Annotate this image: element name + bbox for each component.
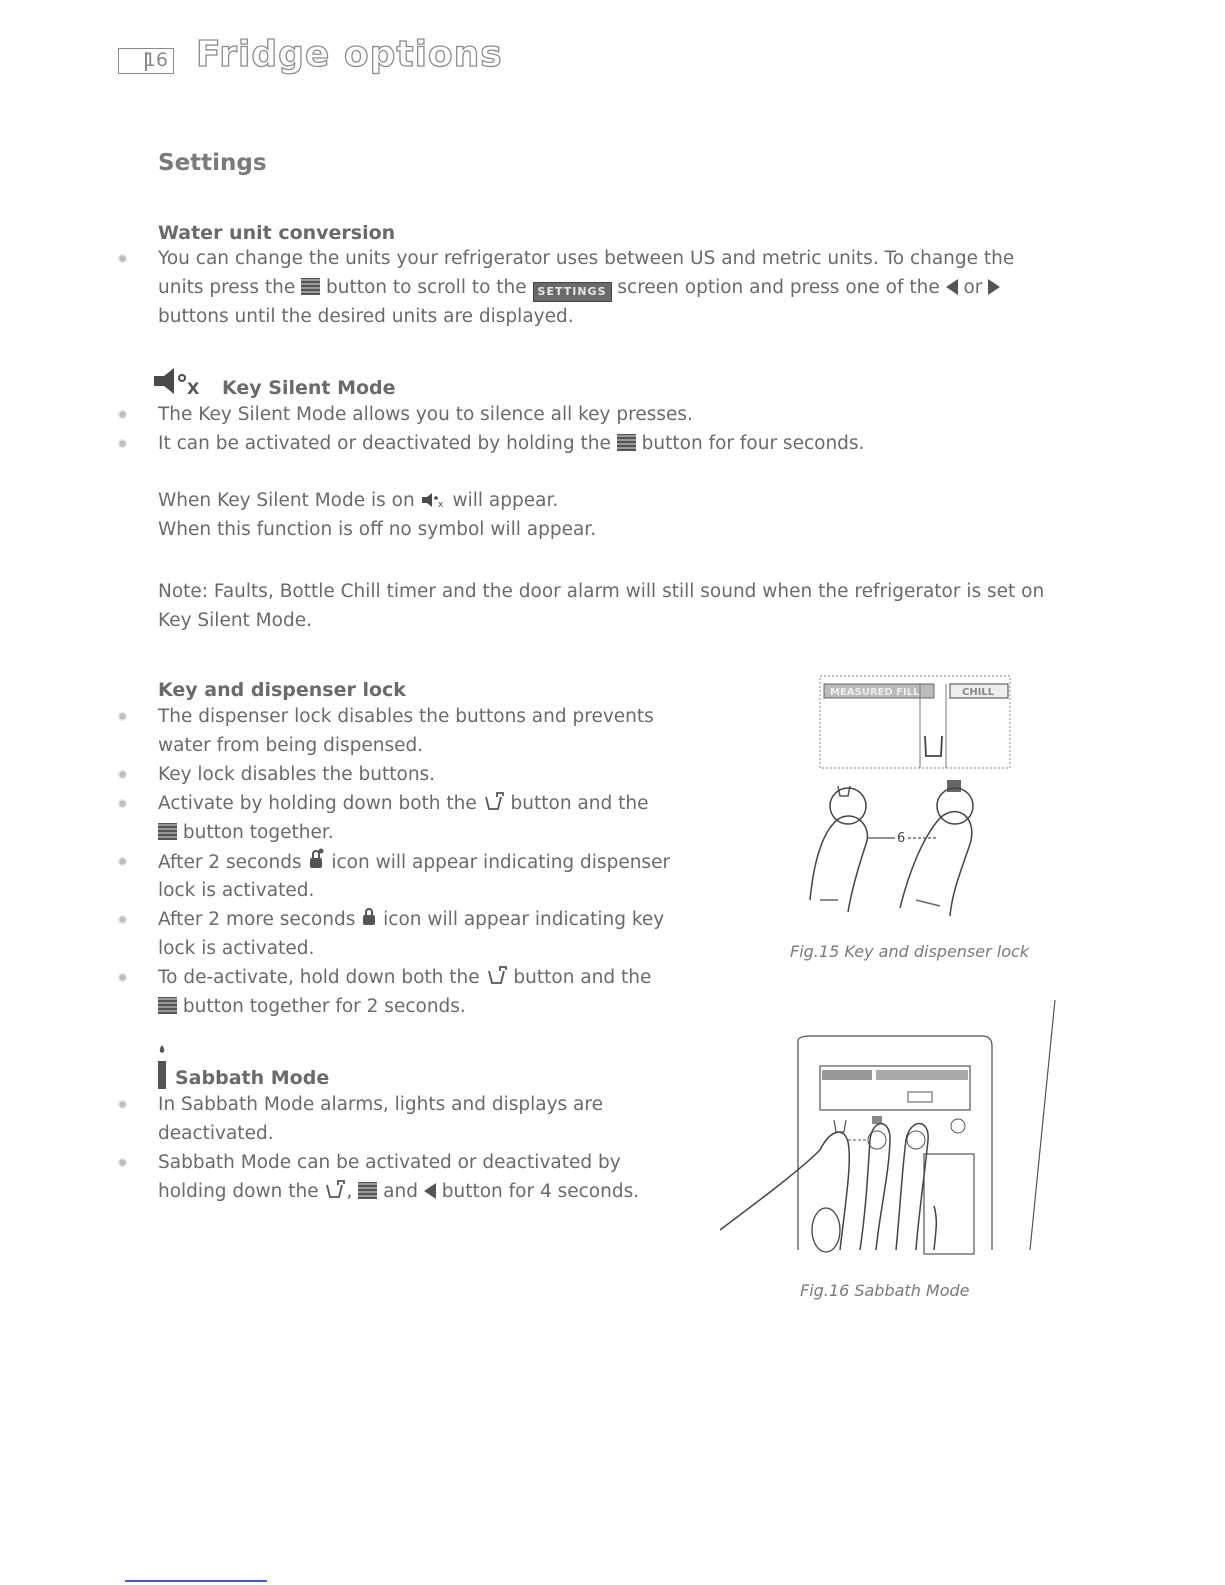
text: units press the [158,277,296,298]
figure-15-caption: Fig.15 Key and dispenser lock [790,942,1030,961]
text: holding down the [158,1181,319,1202]
bullet-icon [118,254,127,263]
svg-text:X: X [187,379,200,398]
text: To de-activate, hold down both the [158,967,480,988]
bullet-icon [118,1100,127,1109]
text: Activate by holding down both the [158,793,477,814]
heading-key-dispenser-lock: Key and dispenser lock [158,679,406,701]
left-arrow-icon [946,279,958,295]
key-silent-small-icon [421,492,447,508]
text: and [383,1181,418,1202]
settings-screen-chip: SETTINGS [533,282,612,302]
text: screen option and press one of the [617,277,940,298]
sabbath-bullet-2-line-2 [158,1178,639,1207]
figure-16-illustration [720,1000,1060,1262]
bullet-icon [118,770,127,779]
text: button together for 2 seconds. [182,996,466,1017]
bullet-icon [118,857,127,866]
dispenser-lock-icon [307,848,325,870]
text: button and the [513,967,652,988]
text: icon will appear indicating key [383,909,665,930]
lock-bullet-6-line-1 [158,964,651,993]
text: icon will appear indicating dispenser [331,852,671,873]
water-line-2 [158,274,1000,303]
note-line-2: Key Silent Mode. [158,610,312,631]
text: button for 4 seconds. [441,1181,640,1202]
water-line-3: buttons until the desired units are displayed. [158,306,574,327]
lock-bullet-3-line-2 [158,819,334,848]
sabbath-bullet-1-line-2: deactivated. [158,1123,274,1144]
settings-button-icon [358,1182,377,1199]
text: button together. [182,822,334,843]
text: After 2 more seconds [158,909,356,930]
page-number-badge [118,48,174,74]
lock-bullet-1-line-1: The dispenser lock disables the buttons and prevents [158,706,654,727]
svg-text:x: x [437,500,443,508]
text: After 2 seconds [158,852,302,873]
section-title-settings: Settings [158,150,267,176]
key-silent-icon [150,366,216,398]
bullet-icon [118,439,127,448]
sabbath-bullet-2-line-1: Sabbath Mode can be activated or deactivated by [158,1152,621,1173]
lock-bullet-3-line-1 [158,790,649,819]
footer-link-underline [125,1580,267,1582]
text: When Key Silent Mode is on [158,490,415,511]
lock-bullet-4-line-2: lock is activated. [158,880,315,901]
settings-button-icon [158,823,177,840]
key-silent-when-on [158,487,558,516]
right-arrow-icon [988,279,1000,295]
bullet-icon [118,410,127,419]
text: , [346,1181,353,1202]
text: button for four seconds. [641,433,865,454]
water-line-1: You can change the units your refrigerator uses between US and metric units. To change the [158,248,1015,269]
key-lock-icon [361,907,377,927]
water-dispense-icon [486,965,508,985]
settings-button-icon [617,434,636,451]
lock-bullet-5-line-1 [158,906,664,935]
settings-button-icon [158,997,177,1014]
bullet-icon [118,1158,127,1167]
heading-key-silent-mode: Key Silent Mode [222,377,396,399]
water-dispense-icon [324,1179,346,1199]
bullet-icon [118,712,127,721]
heading-water-unit-conversion: Water unit conversion [158,222,396,244]
svg-text:6: 6 [897,831,906,846]
water-dispense-icon [483,791,505,811]
lock-bullet-5-line-2: lock is activated. [158,938,315,959]
text: button to scroll to the [326,277,527,298]
key-silent-bullet-2 [158,430,864,459]
key-silent-bullet-1: The Key Silent Mode allows you to silence all key presses. [158,404,693,425]
bullet-icon [118,973,127,982]
settings-button-icon [301,278,320,295]
lock-bullet-6-line-2 [158,993,466,1022]
heading-sabbath-mode: Sabbath Mode [175,1067,330,1089]
page-title: Fridge options [196,34,503,75]
text: or [963,277,983,298]
figure-16-caption: Fig.16 Sabbath Mode [800,1281,970,1300]
lock-bullet-1-line-2: water from being dispensed. [158,735,424,756]
sabbath-candle-icon [155,1043,169,1091]
display-left-label: MEASURED FILL [830,687,920,698]
text: button and the [510,793,649,814]
bullet-icon [118,799,127,808]
text: It can be activated or deactivated by holding the [158,433,611,454]
left-arrow-icon [424,1183,436,1199]
display-right-label: CHILL [962,687,995,698]
note-line-1: Note: Faults, Bottle Chill timer and the door alarm will still sound when the refrigerator is set on [158,581,1045,602]
text: will appear. [452,490,559,511]
key-silent-when-off: When this function is off no symbol will appear. [158,519,597,540]
bullet-icon [118,915,127,924]
figure-15-illustration [800,668,1020,930]
sabbath-bullet-1-line-1: In Sabbath Mode alarms, lights and displays are [158,1094,603,1115]
page-number: 16 [143,49,168,71]
lock-bullet-4-line-1 [158,848,670,878]
lock-bullet-2: Key lock disables the buttons. [158,764,436,785]
